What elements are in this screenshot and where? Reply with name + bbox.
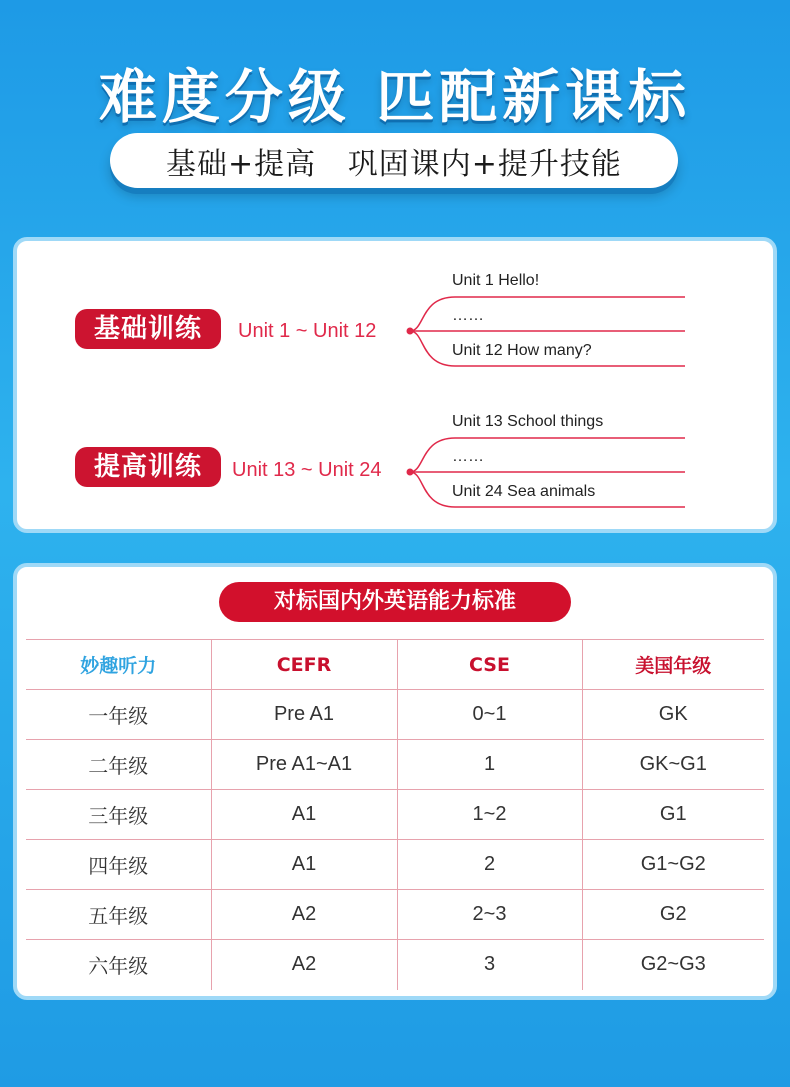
table-row — [26, 940, 764, 990]
table-cell: A1 — [211, 840, 397, 890]
table-row — [26, 690, 764, 740]
table-cell: A2 — [211, 940, 397, 990]
table-cell: 1 — [397, 740, 582, 790]
table-cell: 3 — [397, 940, 582, 990]
branch-item: Unit 12 How many? — [452, 342, 592, 359]
table-cell: G2 — [582, 890, 764, 940]
table-row — [26, 840, 764, 890]
branch-item: …… — [452, 448, 484, 465]
level-range-basic: Unit 1 ~ Unit 12 — [238, 320, 377, 342]
column-header: CEFR — [211, 640, 397, 690]
branch-item: Unit 13 School things — [452, 413, 604, 430]
branch-item: Unit 1 Hello! — [452, 272, 540, 289]
level-badge-basic: 基础训练 — [75, 309, 221, 349]
column-header: 美国年级 — [582, 640, 764, 690]
table-cell: Pre A1 — [211, 690, 397, 740]
subtitle-banner: 基础+提高 巩固课内+提升技能 — [110, 133, 678, 188]
table-cell: G2~G3 — [582, 940, 764, 990]
table-cell: 2 — [397, 840, 582, 890]
table-cell: 一年级 — [26, 690, 211, 740]
table-cell: GK — [582, 690, 764, 740]
branch-node-basic — [407, 328, 414, 335]
table-row — [26, 740, 764, 790]
table-header-row — [26, 640, 764, 690]
table-cell: 六年级 — [26, 940, 211, 990]
column-header: CSE — [397, 640, 582, 690]
column-header: 妙趣听力 — [26, 640, 211, 690]
table-cell: 二年级 — [26, 740, 211, 790]
table-cell: G1~G2 — [582, 840, 764, 890]
table-cell: 五年级 — [26, 890, 211, 940]
standards-table — [26, 639, 764, 990]
branch-item: …… — [452, 307, 484, 324]
table-cell: G1 — [582, 790, 764, 840]
table-row — [26, 790, 764, 840]
table-cell: Pre A1~A1 — [211, 740, 397, 790]
table-row — [26, 890, 764, 940]
table-cell: 四年级 — [26, 840, 211, 890]
page-title: 难度分级 匹配新课标 — [98, 63, 692, 131]
standards-title: 对标国内外英语能力标准 — [219, 582, 571, 622]
table-cell: 0~1 — [397, 690, 582, 740]
table-cell: A2 — [211, 890, 397, 940]
branch-node-advanced — [407, 469, 414, 476]
level-badge-advanced: 提高训练 — [75, 447, 221, 487]
table-cell: 三年级 — [26, 790, 211, 840]
table-cell: 2~3 — [397, 890, 582, 940]
table-cell: 1~2 — [397, 790, 582, 840]
table-cell: A1 — [211, 790, 397, 840]
branch-item: Unit 24 Sea animals — [452, 483, 596, 500]
level-range-advanced: Unit 13 ~ Unit 24 — [232, 459, 382, 481]
table-cell: GK~G1 — [582, 740, 764, 790]
